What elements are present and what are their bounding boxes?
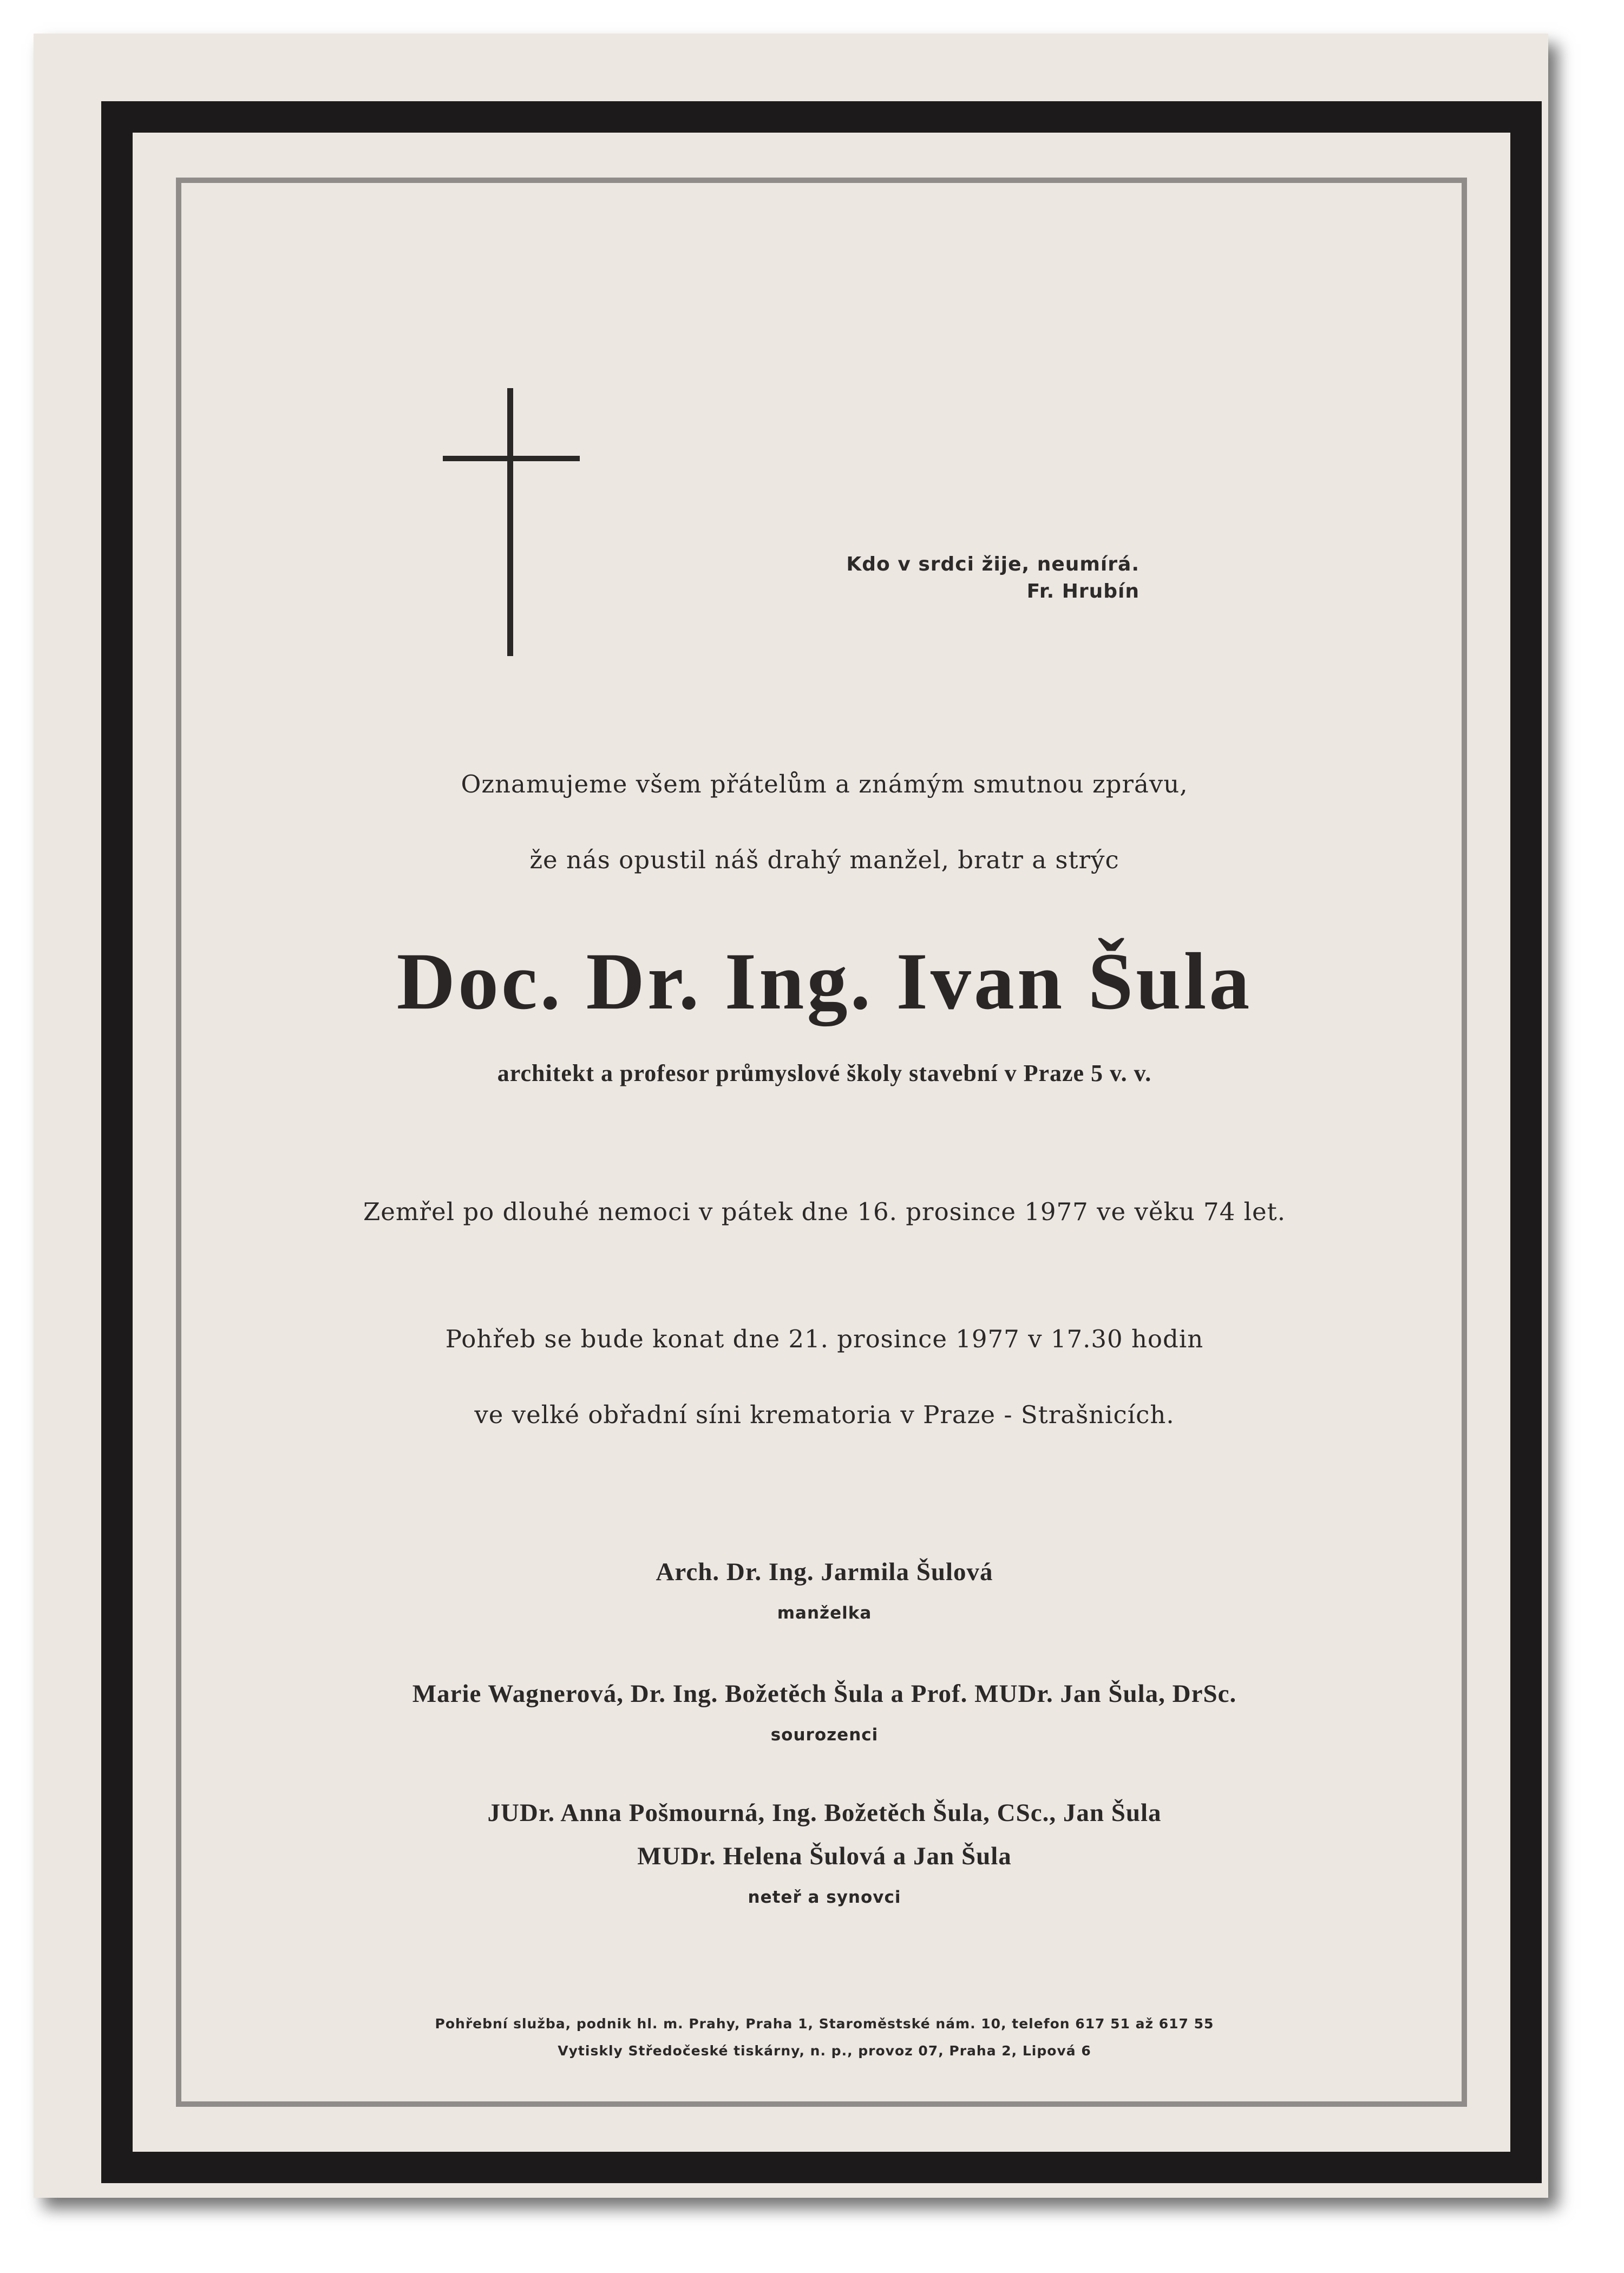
- mourner-relatives-line-2: MUDr. Helena Šulová a Jan Šula: [637, 1842, 1012, 1870]
- mourner-siblings: Marie Wagnerová, Dr. Ing. Božetěch Šula a Prof. MUDr. Jan Šula, DrSc.: [412, 1680, 1237, 1708]
- intro-line-2: že nás opustil náš drahý manžel, bratr a strýc: [529, 846, 1119, 874]
- deceased-title: architekt a profesor průmyslové školy stavební v Praze 5 v. v.: [497, 1060, 1152, 1086]
- funeral-line-2: ve velké obřadní síni krematoria v Praze - Strašnicích.: [474, 1400, 1175, 1429]
- deceased-name: Doc. Dr. Ing. Ivan Šula: [396, 936, 1253, 1026]
- relation-siblings: sourozenci: [770, 1725, 879, 1745]
- footer-printer: Vytiskly Středočeské tiskárny, n. p., provoz 07, Praha 2, Lipová 6: [558, 2043, 1091, 2059]
- motto-author: Fr. Hrubín: [1026, 580, 1140, 602]
- motto-quote: Kdo v srdci žije, neumírá.: [846, 553, 1140, 575]
- death-line: Zemřel po dlouhé nemoci v pátek dne 16. prosince 1977 ve věku 74 let.: [363, 1197, 1286, 1226]
- relation-relatives: neteř a synovci: [748, 1888, 901, 1907]
- mourner-relatives-line-1: JUDr. Anna Pošmourná, Ing. Božetěch Šula, CSc., Jan Šula: [487, 1799, 1162, 1827]
- relation-spouse: manželka: [777, 1603, 872, 1623]
- mourner-spouse: Arch. Dr. Ing. Jarmila Šulová: [656, 1558, 993, 1586]
- footer-funeral-service: Pohřební služba, podnik hl. m. Prahy, Praha 1, Staroměstské nám. 10, telefon 617 51 až 617 55: [435, 2016, 1214, 2032]
- funeral-line-1: Pohřeb se bude konat dne 21. prosince 1977 v 17.30 hodin: [445, 1325, 1204, 1353]
- mourning-border: [101, 101, 1542, 2183]
- intro-line-1: Oznamujeme všem přátelům a známým smutnou zprávu,: [461, 770, 1188, 798]
- obituary-sheet: [34, 34, 1548, 2198]
